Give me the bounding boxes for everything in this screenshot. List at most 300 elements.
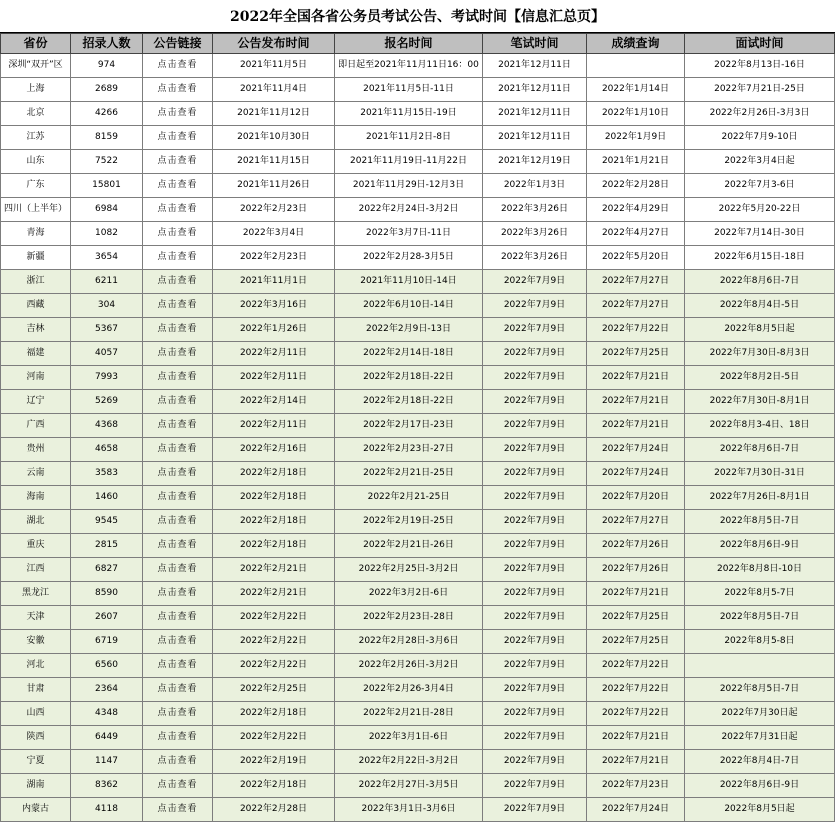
cell-link[interactable]: 点击查看	[143, 198, 213, 222]
cell-written: 2022年7月9日	[483, 510, 587, 534]
cell-score: 2022年7月25日	[587, 606, 685, 630]
cell-link[interactable]: 点击查看	[143, 630, 213, 654]
cell-written: 2022年7月9日	[483, 750, 587, 774]
cell-written: 2022年7月9日	[483, 294, 587, 318]
cell-count: 7993	[71, 366, 143, 390]
cell-written: 2022年7月9日	[483, 390, 587, 414]
header-count: 招录人数	[71, 34, 143, 54]
cell-interview: 2022年8月5-8日	[685, 630, 835, 654]
cell-signup: 2022年2月21日-26日	[335, 534, 483, 558]
table-row	[1, 390, 835, 414]
cell-province: 甘肃	[1, 678, 71, 702]
cell-signup: 2021年11月2日-8日	[335, 126, 483, 150]
cell-written: 2021年12月11日	[483, 78, 587, 102]
cell-written: 2022年7月9日	[483, 438, 587, 462]
cell-score: 2022年7月26日	[587, 534, 685, 558]
cell-announce: 2021年10月30日	[213, 126, 335, 150]
cell-count: 8362	[71, 774, 143, 798]
cell-province: 安徽	[1, 630, 71, 654]
cell-count: 6984	[71, 198, 143, 222]
cell-province: 海南	[1, 486, 71, 510]
cell-province: 宁夏	[1, 750, 71, 774]
cell-signup: 2021年11月5日-11日	[335, 78, 483, 102]
cell-link[interactable]: 点击查看	[143, 798, 213, 822]
cell-interview: 2022年8月5日-7日	[685, 678, 835, 702]
cell-written: 2022年7月9日	[483, 678, 587, 702]
cell-signup: 2022年2月14日-18日	[335, 342, 483, 366]
cell-link[interactable]: 点击查看	[143, 150, 213, 174]
cell-count: 8590	[71, 582, 143, 606]
table-row	[1, 198, 835, 222]
cell-link[interactable]: 点击查看	[143, 654, 213, 678]
cell-province: 山西	[1, 702, 71, 726]
cell-score: 2022年7月21日	[587, 726, 685, 750]
cell-written: 2022年7月9日	[483, 606, 587, 630]
cell-written: 2022年1月3日	[483, 174, 587, 198]
cell-count: 6827	[71, 558, 143, 582]
cell-signup: 2022年2月18日-22日	[335, 366, 483, 390]
cell-link[interactable]: 点击查看	[143, 750, 213, 774]
cell-announce: 2022年2月16日	[213, 438, 335, 462]
cell-score: 2022年1月9日	[587, 126, 685, 150]
cell-interview: 2022年8月2日-5日	[685, 366, 835, 390]
cell-count: 4057	[71, 342, 143, 366]
cell-interview	[685, 654, 835, 678]
cell-link[interactable]: 点击查看	[143, 270, 213, 294]
cell-written: 2022年7月9日	[483, 582, 587, 606]
cell-announce: 2022年2月21日	[213, 582, 335, 606]
cell-count: 7522	[71, 150, 143, 174]
cell-count: 974	[71, 54, 143, 78]
cell-count: 304	[71, 294, 143, 318]
cell-written: 2022年3月26日	[483, 246, 587, 270]
cell-announce: 2022年2月18日	[213, 486, 335, 510]
cell-province: 上海	[1, 78, 71, 102]
cell-link[interactable]: 点击查看	[143, 342, 213, 366]
cell-score: 2022年7月24日	[587, 438, 685, 462]
table-row	[1, 438, 835, 462]
header-interview: 面试时间	[685, 34, 835, 54]
cell-written: 2021年12月11日	[483, 102, 587, 126]
cell-signup: 2022年2月26-3月4日	[335, 678, 483, 702]
cell-interview: 2022年2月26日-3月3日	[685, 102, 835, 126]
cell-interview: 2022年8月3-4日、18日	[685, 414, 835, 438]
cell-interview: 2022年8月8日-10日	[685, 558, 835, 582]
cell-interview: 2022年7月3-6日	[685, 174, 835, 198]
table-row	[1, 606, 835, 630]
cell-written: 2022年7月9日	[483, 702, 587, 726]
cell-interview: 2022年8月5日-7日	[685, 510, 835, 534]
cell-signup: 2022年6月10日-14日	[335, 294, 483, 318]
cell-signup: 2022年3月1日-6日	[335, 726, 483, 750]
table-row	[1, 798, 835, 822]
table-row	[1, 126, 835, 150]
cell-interview: 2022年5月20-22日	[685, 198, 835, 222]
cell-link[interactable]: 点击查看	[143, 462, 213, 486]
table-row	[1, 486, 835, 510]
cell-announce: 2022年2月18日	[213, 534, 335, 558]
cell-province: 河北	[1, 654, 71, 678]
cell-announce: 2022年3月16日	[213, 294, 335, 318]
cell-interview: 2022年7月21日-25日	[685, 78, 835, 102]
cell-link[interactable]: 点击查看	[143, 246, 213, 270]
cell-province: 江西	[1, 558, 71, 582]
cell-signup: 2022年2月23日-28日	[335, 606, 483, 630]
cell-count: 4118	[71, 798, 143, 822]
cell-province: 新疆	[1, 246, 71, 270]
cell-score: 2022年7月21日	[587, 366, 685, 390]
cell-link[interactable]: 点击查看	[143, 222, 213, 246]
cell-announce: 2022年2月21日	[213, 558, 335, 582]
table-row	[1, 510, 835, 534]
cell-province: 内蒙古	[1, 798, 71, 822]
cell-score: 2022年7月21日	[587, 582, 685, 606]
cell-link[interactable]: 点击查看	[143, 102, 213, 126]
cell-count: 2607	[71, 606, 143, 630]
cell-score: 2022年7月22日	[587, 702, 685, 726]
cell-announce: 2022年2月14日	[213, 390, 335, 414]
cell-count: 4266	[71, 102, 143, 126]
cell-province: 云南	[1, 462, 71, 486]
cell-signup: 2022年3月7日-11日	[335, 222, 483, 246]
cell-announce: 2022年2月22日	[213, 606, 335, 630]
cell-province: 陕西	[1, 726, 71, 750]
cell-signup: 2022年3月1日-3月6日	[335, 798, 483, 822]
table-row	[1, 750, 835, 774]
cell-province: 深圳“双开”区	[1, 54, 71, 78]
table-row	[1, 774, 835, 798]
cell-announce: 2022年2月18日	[213, 510, 335, 534]
cell-interview: 2022年7月30日-8月3日	[685, 342, 835, 366]
cell-signup: 2022年2月28日-3月6日	[335, 630, 483, 654]
cell-signup: 2022年2月9日-13日	[335, 318, 483, 342]
cell-signup: 2022年2月26日-3月2日	[335, 654, 483, 678]
cell-signup: 即日起至2021年11月11日16：00	[335, 54, 483, 78]
cell-count: 6560	[71, 654, 143, 678]
cell-score: 2022年7月24日	[587, 798, 685, 822]
cell-count: 2364	[71, 678, 143, 702]
cell-link[interactable]: 点击查看	[143, 582, 213, 606]
cell-count: 1082	[71, 222, 143, 246]
cell-written: 2022年7月9日	[483, 462, 587, 486]
cell-announce: 2021年11月1日	[213, 270, 335, 294]
cell-link[interactable]: 点击查看	[143, 366, 213, 390]
cell-signup: 2022年2月21-25日	[335, 486, 483, 510]
cell-score: 2022年7月22日	[587, 318, 685, 342]
cell-count: 2689	[71, 78, 143, 102]
cell-score: 2022年1月14日	[587, 78, 685, 102]
cell-interview: 2022年8月6日-7日	[685, 270, 835, 294]
cell-signup: 2022年3月2日-6日	[335, 582, 483, 606]
cell-link[interactable]: 点击查看	[143, 486, 213, 510]
cell-written: 2022年7月9日	[483, 774, 587, 798]
cell-written: 2022年7月9日	[483, 654, 587, 678]
cell-interview: 2022年8月6日-7日	[685, 438, 835, 462]
cell-count: 3654	[71, 246, 143, 270]
cell-announce: 2022年2月28日	[213, 798, 335, 822]
cell-province: 河南	[1, 366, 71, 390]
cell-score: 2022年7月25日	[587, 342, 685, 366]
cell-interview: 2022年8月5-7日	[685, 582, 835, 606]
table-row	[1, 366, 835, 390]
cell-written: 2022年3月26日	[483, 222, 587, 246]
table-row	[1, 702, 835, 726]
cell-link[interactable]: 点击查看	[143, 294, 213, 318]
cell-interview: 2022年7月9-10日	[685, 126, 835, 150]
cell-province: 四川（上半年）	[1, 198, 71, 222]
cell-signup: 2021年11月19日-11月22日	[335, 150, 483, 174]
cell-score: 2022年1月10日	[587, 102, 685, 126]
cell-interview: 2022年7月14日-30日	[685, 222, 835, 246]
cell-written: 2022年7月9日	[483, 630, 587, 654]
cell-province: 重庆	[1, 534, 71, 558]
cell-province: 西藏	[1, 294, 71, 318]
cell-link[interactable]: 点击查看	[143, 534, 213, 558]
header-link: 公告链接	[143, 34, 213, 54]
table-row	[1, 342, 835, 366]
cell-written: 2022年7月9日	[483, 534, 587, 558]
cell-signup: 2022年2月18日-22日	[335, 390, 483, 414]
cell-score: 2022年7月24日	[587, 462, 685, 486]
cell-written: 2022年7月9日	[483, 270, 587, 294]
cell-score: 2021年1月21日	[587, 150, 685, 174]
cell-province: 湖北	[1, 510, 71, 534]
cell-link[interactable]: 点击查看	[143, 774, 213, 798]
table-row	[1, 102, 835, 126]
cell-count: 1460	[71, 486, 143, 510]
cell-written: 2022年7月9日	[483, 558, 587, 582]
cell-province: 广东	[1, 174, 71, 198]
cell-province: 辽宁	[1, 390, 71, 414]
cell-count: 6211	[71, 270, 143, 294]
cell-signup: 2022年2月28-3月5日	[335, 246, 483, 270]
cell-score: 2022年7月27日	[587, 270, 685, 294]
sheet-title: 2022年全国各省公务员考试公告、考试时间【信息汇总页】	[0, 0, 835, 33]
cell-announce: 2022年2月23日	[213, 246, 335, 270]
cell-province: 江苏	[1, 126, 71, 150]
table-row	[1, 582, 835, 606]
cell-interview: 2022年7月30日-31日	[685, 462, 835, 486]
cell-announce: 2021年11月4日	[213, 78, 335, 102]
cell-province: 北京	[1, 102, 71, 126]
cell-signup: 2021年11月10日-14日	[335, 270, 483, 294]
cell-signup: 2022年2月27日-3月5日	[335, 774, 483, 798]
table-row	[1, 534, 835, 558]
cell-count: 9545	[71, 510, 143, 534]
table-body	[1, 54, 835, 822]
cell-written: 2022年3月26日	[483, 198, 587, 222]
table-row	[1, 78, 835, 102]
cell-announce: 2022年2月22日	[213, 630, 335, 654]
cell-written: 2021年12月11日	[483, 54, 587, 78]
cell-written: 2022年7月9日	[483, 318, 587, 342]
cell-announce: 2021年11月12日	[213, 102, 335, 126]
cell-written: 2022年7月9日	[483, 486, 587, 510]
cell-interview: 2022年8月5日-7日	[685, 606, 835, 630]
cell-signup: 2022年2月17日-23日	[335, 414, 483, 438]
cell-count: 1147	[71, 750, 143, 774]
cell-signup: 2022年2月21日-25日	[335, 462, 483, 486]
cell-link[interactable]: 点击查看	[143, 414, 213, 438]
cell-link[interactable]: 点击查看	[143, 606, 213, 630]
cell-count: 15801	[71, 174, 143, 198]
cell-score: 2022年7月22日	[587, 678, 685, 702]
cell-signup: 2022年2月25日-3月2日	[335, 558, 483, 582]
cell-interview: 2022年8月6日-9日	[685, 534, 835, 558]
cell-interview: 2022年7月30日起	[685, 702, 835, 726]
cell-score: 2022年7月23日	[587, 774, 685, 798]
cell-interview: 2022年7月31日起	[685, 726, 835, 750]
cell-province: 吉林	[1, 318, 71, 342]
cell-announce: 2022年2月11日	[213, 342, 335, 366]
cell-count: 4348	[71, 702, 143, 726]
cell-count: 3583	[71, 462, 143, 486]
cell-written: 2022年7月9日	[483, 798, 587, 822]
table-row	[1, 246, 835, 270]
table-row	[1, 726, 835, 750]
cell-interview: 2022年8月5日起	[685, 318, 835, 342]
cell-count: 5269	[71, 390, 143, 414]
cell-province: 浙江	[1, 270, 71, 294]
cell-province: 天津	[1, 606, 71, 630]
cell-signup: 2022年2月19日-25日	[335, 510, 483, 534]
cell-announce: 2022年2月22日	[213, 654, 335, 678]
cell-announce: 2022年3月4日	[213, 222, 335, 246]
header-written: 笔试时间	[483, 34, 587, 54]
cell-score: 2022年5月20日	[587, 246, 685, 270]
cell-link[interactable]: 点击查看	[143, 558, 213, 582]
cell-link[interactable]: 点击查看	[143, 702, 213, 726]
table-row	[1, 54, 835, 78]
header-row	[1, 34, 835, 54]
cell-announce: 2022年2月19日	[213, 750, 335, 774]
cell-score: 2022年7月26日	[587, 558, 685, 582]
table-row	[1, 462, 835, 486]
cell-link[interactable]: 点击查看	[143, 174, 213, 198]
cell-announce: 2022年2月11日	[213, 366, 335, 390]
cell-written: 2022年7月9日	[483, 414, 587, 438]
cell-signup: 2022年2月23日-27日	[335, 438, 483, 462]
cell-written: 2021年12月19日	[483, 150, 587, 174]
cell-announce: 2022年2月18日	[213, 462, 335, 486]
cell-announce: 2022年2月11日	[213, 414, 335, 438]
cell-province: 湖南	[1, 774, 71, 798]
cell-written: 2022年7月9日	[483, 366, 587, 390]
table-row	[1, 150, 835, 174]
cell-province: 广西	[1, 414, 71, 438]
cell-announce: 2021年11月26日	[213, 174, 335, 198]
header-signup: 报名时间	[335, 34, 483, 54]
header-announce: 公告发布时间	[213, 34, 335, 54]
cell-written: 2021年12月11日	[483, 126, 587, 150]
table-row	[1, 654, 835, 678]
cell-count: 6719	[71, 630, 143, 654]
cell-interview: 2022年8月13日-16日	[685, 54, 835, 78]
cell-score	[587, 54, 685, 78]
cell-link[interactable]: 点击查看	[143, 510, 213, 534]
cell-signup: 2021年11月29日-12月3日	[335, 174, 483, 198]
cell-score: 2022年7月22日	[587, 654, 685, 678]
cell-province: 山东	[1, 150, 71, 174]
cell-score: 2022年7月21日	[587, 390, 685, 414]
cell-interview: 2022年7月30日-8月1日	[685, 390, 835, 414]
table-row	[1, 630, 835, 654]
cell-announce: 2022年2月25日	[213, 678, 335, 702]
cell-score: 2022年7月20日	[587, 486, 685, 510]
cell-announce: 2022年2月22日	[213, 726, 335, 750]
cell-count: 6449	[71, 726, 143, 750]
cell-interview: 2022年8月6日-9日	[685, 774, 835, 798]
table-row	[1, 222, 835, 246]
cell-announce: 2022年2月18日	[213, 774, 335, 798]
cell-interview: 2022年7月26日-8月1日	[685, 486, 835, 510]
cell-announce: 2021年11月5日	[213, 54, 335, 78]
table-row	[1, 318, 835, 342]
header-province: 省份	[1, 34, 71, 54]
cell-written: 2022年7月9日	[483, 726, 587, 750]
cell-interview: 2022年8月5日起	[685, 798, 835, 822]
cell-announce: 2022年2月18日	[213, 702, 335, 726]
cell-count: 4658	[71, 438, 143, 462]
cell-link[interactable]: 点击查看	[143, 318, 213, 342]
table-row	[1, 558, 835, 582]
cell-score: 2022年7月21日	[587, 414, 685, 438]
table-row	[1, 678, 835, 702]
cell-interview: 2022年6月15日-18日	[685, 246, 835, 270]
cell-score: 2022年7月21日	[587, 750, 685, 774]
cell-interview: 2022年3月4日起	[685, 150, 835, 174]
header-score: 成绩查询	[587, 34, 685, 54]
cell-score: 2022年4月27日	[587, 222, 685, 246]
cell-link[interactable]: 点击查看	[143, 390, 213, 414]
cell-interview: 2022年8月4日-5日	[685, 294, 835, 318]
cell-link[interactable]: 点击查看	[143, 126, 213, 150]
cell-count: 2815	[71, 534, 143, 558]
cell-signup: 2022年2月24日-3月2日	[335, 198, 483, 222]
table-row	[1, 174, 835, 198]
cell-province: 福建	[1, 342, 71, 366]
cell-score: 2022年4月29日	[587, 198, 685, 222]
cell-link[interactable]: 点击查看	[143, 726, 213, 750]
cell-link[interactable]: 点击查看	[143, 438, 213, 462]
cell-announce: 2022年1月26日	[213, 318, 335, 342]
cell-signup: 2022年2月22日-3月2日	[335, 750, 483, 774]
table-row	[1, 270, 835, 294]
cell-written: 2022年7月9日	[483, 342, 587, 366]
cell-count: 8159	[71, 126, 143, 150]
cell-province: 贵州	[1, 438, 71, 462]
cell-link[interactable]: 点击查看	[143, 54, 213, 78]
cell-announce: 2022年2月23日	[213, 198, 335, 222]
cell-province: 青海	[1, 222, 71, 246]
cell-province: 黑龙江	[1, 582, 71, 606]
cell-signup: 2022年2月21日-28日	[335, 702, 483, 726]
cell-link[interactable]: 点击查看	[143, 678, 213, 702]
cell-signup: 2021年11月15日-19日	[335, 102, 483, 126]
cell-score: 2022年7月27日	[587, 294, 685, 318]
cell-score: 2022年7月27日	[587, 510, 685, 534]
cell-score: 2022年2月28日	[587, 174, 685, 198]
cell-score: 2022年7月25日	[587, 630, 685, 654]
cell-link[interactable]: 点击查看	[143, 78, 213, 102]
table-row	[1, 294, 835, 318]
cell-count: 5367	[71, 318, 143, 342]
cell-announce: 2021年11月15日	[213, 150, 335, 174]
exam-schedule-table	[0, 33, 835, 822]
table-row	[1, 414, 835, 438]
cell-interview: 2022年8月4日-7日	[685, 750, 835, 774]
cell-count: 4368	[71, 414, 143, 438]
